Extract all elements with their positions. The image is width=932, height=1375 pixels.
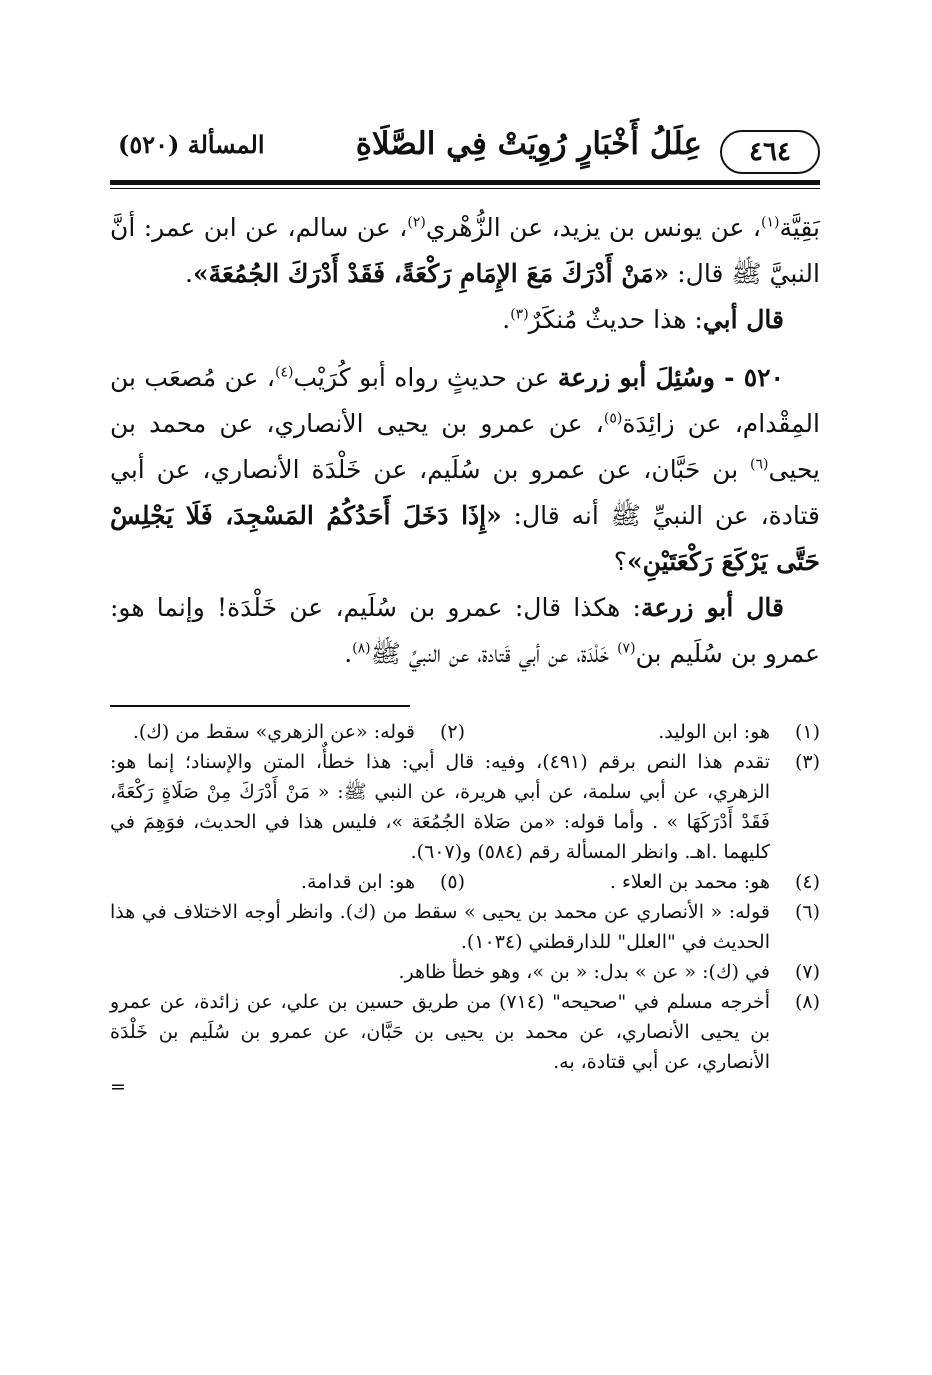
hadith-text: «إِذَا دَخَلَ أَحَدُكُمُ المَسْجِدَ، فَلَا يَجْلِسْ حَتَّى يَرْكَعَ رَكْعَتَيْنِ» [110,501,820,576]
paragraph-4 [110,585,820,677]
text: خَلْدَة، عن أبي قَتادة، عن النبيِّ ﷺ [370,639,618,668]
footnote-ref-8: (٨) [352,640,371,657]
footnote-7 [110,957,820,987]
footnote-4 [465,867,820,897]
footnote-text: أخرجه مسلم في "صحيحه" (٧١٤) من طريق حسين بن علي، عن زائدة، عن عمرو بن يحيى الأنصاري، عن محمد بن يحيى بن حَبَّان، عن عمرو بن سُلَيم بن خَلْدَة الأنصاري، عن أبي قتادة، به. [110,991,770,1073]
text: بَقِيَّة [779,213,820,242]
issue-heading: ٥٢٠ - وسُئِلَ أبو زرعة [557,363,784,392]
text: ، عن سالم، عن ابن عمر: أنَّ النبيَّ ﷺ قال: [110,213,820,288]
footnote-6 [110,897,820,957]
text: ، عن عمرو بن يحيى الأنصاري، عن محمد بن يحيى [110,409,820,484]
footnote-8 [110,987,820,1077]
footnotes [110,717,820,1097]
footnote-ref-7: (٧) [617,640,636,657]
footnote-text: هو: ابن الوليد. [658,721,770,743]
footnote-number: (٥) [439,871,465,893]
footnote-text: هو: ابن قدامة. [300,871,415,893]
footnote-number: (٧) [794,961,820,983]
text: : هكذا قال: عمرو بن سُلَيم، عن خَلْدَة! وإنما هو: عمرو بن سُلَيم بن [110,593,820,668]
page-header [110,110,820,180]
issue-label: المسألة (٥٢٠) [118,130,265,159]
text: بن حَبَّان، عن عمرو بن سُلَيم، عن خَلْدَة الأنصاري، عن أبي قتادة، عن النبيِّ ﷺ أنه قال: [110,455,820,530]
footnote-text: في (ك): « عن » بدل: « بن »، وهو خطأ ظاهر. [398,961,770,983]
footnote-ref-6: (٦) [750,456,769,473]
footnote-number: (٦) [794,901,820,923]
text: ، عن مُصعَب بن المِقْدام، عن زائِدَة [110,363,820,438]
footnote-text: قوله: « الأنصاري عن محمد بن يحيى » سقط من (ك). وانظر أوجه الاختلاف في هذا الحديث في "العلل" للدارقطني (١٠٣٤). [110,901,770,953]
header-rule-thick [110,180,820,185]
footnote-number: (٤) [794,871,820,893]
footnote-1 [465,717,820,747]
footnote-2 [110,717,465,747]
footnote-ref-4: (٤) [274,364,294,381]
footnote-ref-2: (٢) [407,214,426,231]
continuation-mark: = [110,1076,126,1098]
footnote-separator [110,705,410,707]
paragraph-3 [110,355,820,585]
footnote-number: (٣) [794,751,820,773]
page [110,110,820,1097]
footnote-row-4-5 [110,867,820,897]
page-number-badge: ٤٦٤ [720,130,820,174]
text: . [344,639,353,668]
header-rule-thin [110,188,820,189]
main-text [110,205,820,677]
footnote-ref-5: (٥) [603,410,623,427]
footnote-text: قوله: «عن الزهري» سقط من (ك). [132,721,415,743]
speaker-label: قال أبي [702,305,784,334]
paragraph-1 [110,205,820,297]
text: . [185,259,193,288]
footnote-number: (١) [794,721,820,743]
footnote-number: (٨) [794,991,820,1013]
footnote-text: هو: محمد بن العلاء . [609,871,770,893]
footnote-number: (٢) [439,721,465,743]
text: . [502,305,511,334]
footnote-3 [110,747,820,867]
footnote-text: تقدم هذا النص برقم (٤٩١)، وفيه: قال أبي: هذا خطأٌ، المتن والإسناد؛ إنما هو: الزهري، عن أبي سلمة، عن أبي هريرة، عن النبي ﷺ: « مَنْ أَدْرَكَ مِنْ صَلَاةٍ رَكْعَةً، فَقَدْ أَدْرَكَهَا » . وأما قوله: «من صَلاة الجُمُعَة »، فليس هذا في الحديث، فوَهِمَ في كليهما .اهـ. وانظر المسألة رقم (٥٨٤) و(٦٠٧). [110,751,771,863]
footnote-ref-1: (١) [760,214,780,231]
speaker-label: قال أبو زرعة [640,593,784,622]
text: : هذا حديثٌ مُنكَرٌ [528,305,703,334]
footnote-5 [110,867,465,897]
text: ؟ [613,547,628,576]
hadith-text: «مَنْ أَدْرَكَ مَعَ الإِمَامِ رَكْعَةً، فَقَدْ أَدْرَكَ الجُمُعَةَ» [192,259,670,288]
footnote-ref-3: (٣) [510,306,529,323]
text: ، عن يونس بن يزيد، عن الزُّهْري [425,213,761,242]
book-title: عِلَلُ أَخْبَارٍ رُوِيَتْ فِي الصَّلَاةِ [355,126,702,162]
paragraph-2 [110,297,820,343]
text: عن حديثٍ رواه أبو كُرَيْب [293,363,558,392]
footnote-row-1-2 [110,717,820,747]
